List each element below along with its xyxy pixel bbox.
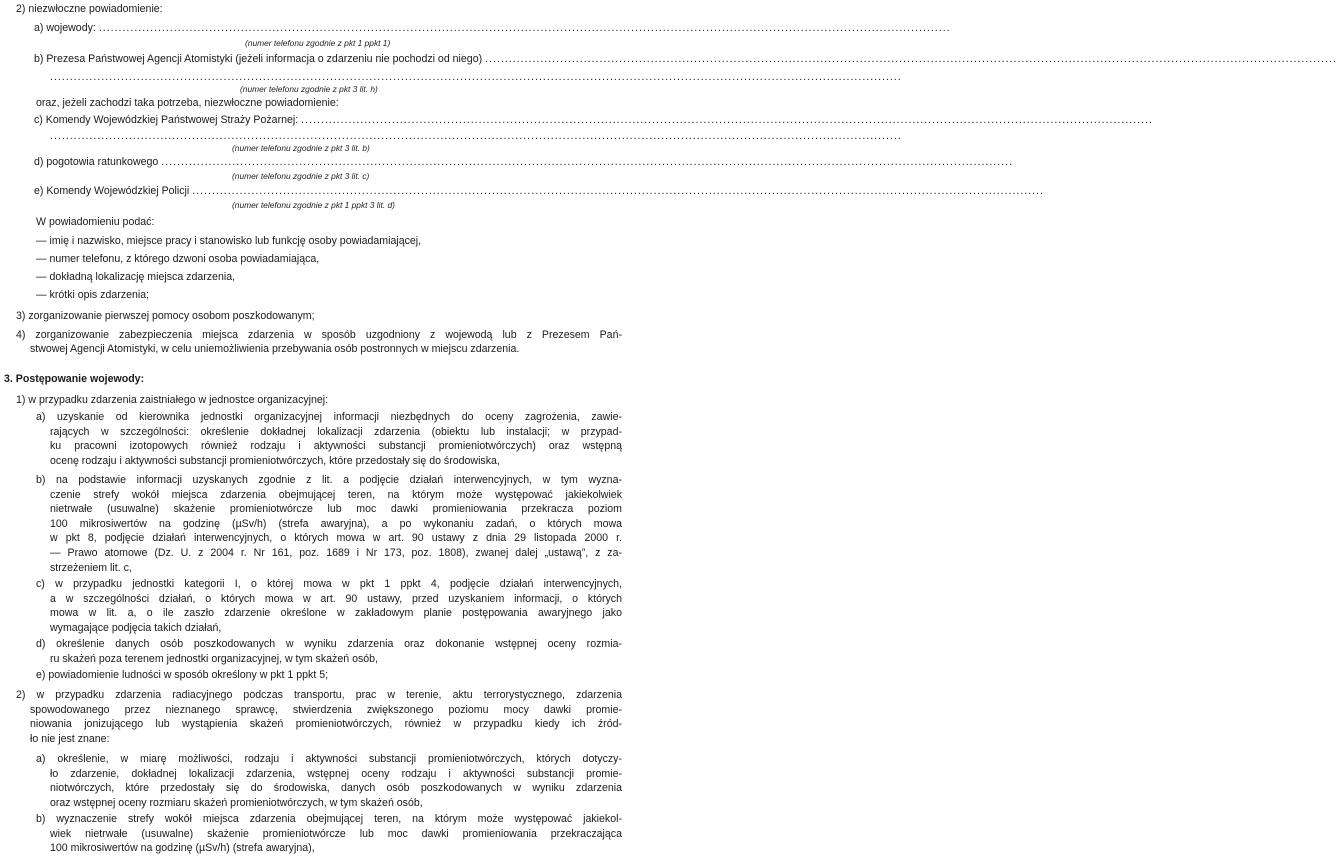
item-b-label: b) Prezesa Państwowej Agencji Atomistyki (jeżeli informacja o zdarzeniu nie pochodzi od niego) <box>34 53 483 65</box>
note-a: (numer telefonu zgodnie z pkt 1 ppkt 1) <box>245 38 391 48</box>
dot-leader: ........................................................................................................................................................................................................................ <box>301 114 1153 126</box>
section-3-heading: 3. Postępowanie wojewody: <box>4 373 145 385</box>
item-4-line-1: 4) zorganizowanie zabezpieczenia miejsca zdarzenia w sposób uzgodniony z wojewodą lub z Prezesem Pań- <box>16 329 622 341</box>
dash-item: — krótki opis zdarzenia; <box>36 289 150 301</box>
dot-leader: ........................................................................................................................................................................................................................ <box>98 22 951 34</box>
dot-leader: ........................................................................................................................................................................................................................ <box>161 156 1014 168</box>
dash-item: — imię i nazwisko, miejsce pracy i stanowisko lub funkcję osoby powiadamiającej, <box>36 235 422 247</box>
point-1c <box>36 577 622 635</box>
notification-content-heading: W powiadomieniu podać: <box>36 216 155 228</box>
oraz-line: oraz, jeżeli zachodzi taka potrzeba, niezwłoczne powiadomienie: <box>36 97 339 109</box>
paragraph-line: — Prawo atomowe (Dz. U. z 2004 r. Nr 161, poz. 1689 i Nr 173, poz. 1808), zwanej dalej „ustawą”, z za- <box>50 546 622 559</box>
dot-line <box>50 129 902 143</box>
point-2b <box>36 812 622 856</box>
point-1e: e) powiadomienie ludności w sposób określony w pkt 1 ppkt 5; <box>36 669 329 681</box>
paragraph-line: a w szczególności działań, o których mowa w art. 90 ustawy, przed uzyskaniem informacji, o których <box>50 592 622 605</box>
item-d-label: d) pogotowia ratunkowego <box>34 156 159 168</box>
paragraph-line: rających w szczególności: określenie dokładnej lokalizacji zdarzenia (obiektu lub instalacji; w przypad- <box>50 425 622 438</box>
paragraph-line: mowa w lit. a, o ile zaszło zdarzenie określone w zakładowym planie postępowania awaryjnego jako <box>50 607 622 620</box>
dot-leader: ........................................................................................................................................................................................................................ <box>192 185 1044 197</box>
item-b-paa <box>34 52 1337 67</box>
item-c-label: c) Komendy Wojewódzkiej Państwowej Straży Pożarnej: <box>34 114 299 126</box>
paragraph-line: nietrwałe (usuwalne) skażenie promieniotwórcze lub moc dawki promieniowania przekracza poziom <box>50 503 622 516</box>
paragraph-line: a) uzyskanie od kierownika jednostki organizacyjnej informacji niezbędnych do oceny zagrożenia, zawie- <box>36 411 622 423</box>
paragraph-line: oraz wstępnej oceny rozmiaru skażeń promieniotwórczych, w tym skażeń osób, <box>50 796 423 809</box>
note-b: (numer telefonu zgodnie z pkt 3 lit. h) <box>240 84 378 94</box>
point-2a <box>36 752 622 810</box>
note-c: (numer telefonu zgodnie z pkt 3 lit. b) <box>232 143 370 153</box>
dot-leader: ........................................................................................................................................................................................................................ <box>485 53 1337 65</box>
item-c-fire <box>34 113 1153 128</box>
item-4-line-2: stwowej Agencji Atomistyki, w celu uniemożliwienia przebywania osób postronnych w miejscu zdarzenia. <box>30 343 520 355</box>
paragraph-line: wymagające podjęcia takich działań, <box>50 621 222 634</box>
point-1-heading: 1) w przypadku zdarzenia zaistniałego w jednostce organizacyjnej: <box>16 394 329 406</box>
paragraph-line: ło zdarzenie, dokładnej lokalizacji zdarzenia, wstępnej oceny rodzaju i aktywności substancji promie- <box>50 767 622 780</box>
point-1d <box>36 637 622 666</box>
paragraph-line: b) na podstawie informacji uzyskanych zgodnie z lit. a podjęcie działań interwencyjnych, w tym wyzna- <box>36 474 622 486</box>
paragraph-line: w pkt 8, podjęcie działań interwencyjnych, o których mowa w art. 90 ustawy z dnia 29 listopada 2000 r. <box>50 532 622 545</box>
dot-leader: ........................................................................................................................................................................................................................ <box>50 130 902 142</box>
paragraph-line: ocenę rodzaju i aktywności substancji promieniotwórczych, które przedostały się do środowiska, <box>50 454 500 467</box>
paragraph-line: a) określenie, w miarę możliwości, rodzaju i aktywności substancji promieniotwórczych, których dotyczy- <box>36 753 622 765</box>
item-2-notification: 2) niezwłoczne powiadomienie: <box>16 3 163 15</box>
note-e: (numer telefonu zgodnie z pkt 1 ppkt 3 lit. d) <box>232 200 395 210</box>
paragraph-line: ło nie jest znane: <box>30 732 110 745</box>
paragraph-line: 100 mikrosiwertów na godzinę (µSv/h) (strefa awaryjna), a po wykonaniu zadań, o których mowa <box>50 517 622 530</box>
paragraph-line: b) wyznaczenie strefy wokół miejsca zdarzenia obejmującej teren, na którym może występować jakiekol- <box>36 813 622 825</box>
paragraph-line: 2) w przypadku zdarzenia radiacyjnego podczas transportu, prac w terenie, aktu terrorystycznego, zdarzenia <box>16 689 622 701</box>
item-d-ambulance <box>34 155 1014 170</box>
item-a-voivode <box>34 21 951 36</box>
point-1a <box>36 410 622 468</box>
paragraph-line: d) określenie danych osób poszkodowanych w wyniku zdarzenia oraz dokonanie wstępnej oceny rozmia- <box>36 638 622 650</box>
point-1b <box>36 473 622 575</box>
item-3-first-aid: 3) zorganizowanie pierwszej pomocy osobom poszkodowanym; <box>16 310 315 322</box>
dot-leader: ........................................................................................................................................................................................................................ <box>50 71 902 83</box>
paragraph-line: spowodowanego przez nieznanego sprawcę, stwierdzenia zwiększonego poziomu mocy dawki promie- <box>30 703 622 716</box>
paragraph-line: wiek nietrwałe (usuwalne) skażenie promieniotwórcze lub moc dawki promieniowania przekraczająca <box>50 827 622 840</box>
paragraph-line: niowania jonizującego lub wystąpienia skażeń promieniotwórczych, również w przypadku kiedy ich źród- <box>30 718 622 731</box>
point-2 <box>16 688 622 746</box>
note-d: (numer telefonu zgodnie z pkt 3 lit. c) <box>232 171 370 181</box>
paragraph-line: c) w przypadku jednostki kategorii I, o której mowa w pkt 1 ppkt 4, podjęcie działań interwencyjnych, <box>36 578 622 590</box>
paragraph-line: niotwórczych, które przedostały się do środowiska, danych osób poszkodowanych w wyniku zdarzenia <box>50 782 622 795</box>
paragraph-line: 100 mikrosiwertów na godzinę (µSv/h) (strefa awaryjna), <box>50 842 315 855</box>
paragraph-line: ku pracowni izotopowych również rodzaju i aktywności substancji promieniotwórczych) oraz wstępną <box>50 440 622 453</box>
dash-item: — numer telefonu, z którego dzwoni osoba powiadamiająca, <box>36 253 320 265</box>
item-a-label: a) wojewody: <box>34 22 96 34</box>
paragraph-line: strzeżeniem lit. c, <box>50 561 132 574</box>
item-e-label: e) Komendy Wojewódzkiej Policji <box>34 185 190 197</box>
paragraph-line: czenie strefy wokół miejsca zdarzenia obejmującej teren, na którym może występować jakiekolwiek <box>50 488 622 501</box>
dash-item: — dokładną lokalizację miejsca zdarzenia, <box>36 271 236 283</box>
dot-line <box>50 70 902 84</box>
paragraph-line: ru skażeń poza terenem jednostki organizacyjnej, w tym skażeń osób, <box>50 652 378 665</box>
item-e-police <box>34 184 1044 199</box>
